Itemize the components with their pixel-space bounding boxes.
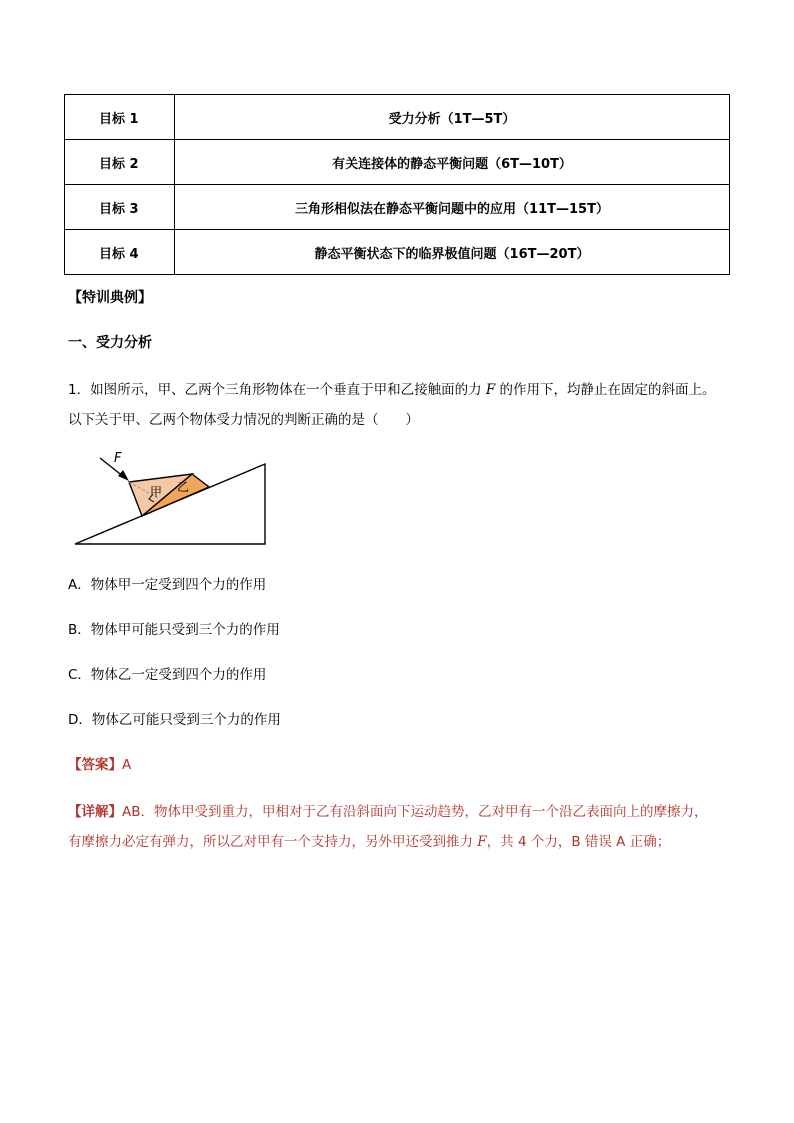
- answer-line: [68, 753, 131, 773]
- goal-content: 受力分析（1T—5T）: [175, 95, 730, 140]
- goal-content: 静态平衡状态下的临界极值问题（16T—20T）: [175, 230, 730, 275]
- answer-tag: 【答案】: [68, 757, 122, 773]
- goal-label: 目标 4: [65, 230, 175, 275]
- goal-label: 目标 1: [65, 95, 175, 140]
- force-variable: F: [485, 382, 496, 398]
- option-b: B．物体甲可能只受到三个力的作用: [68, 622, 280, 638]
- detail-line-1: [68, 800, 708, 820]
- section-title: 【特训典例】: [68, 290, 152, 306]
- question-text: 的作用下，均静止在固定的斜面上。: [495, 382, 716, 398]
- question-line-1: [68, 378, 716, 398]
- block-yi-label: 乙: [177, 480, 190, 494]
- subsection-title: 一、受力分析: [68, 335, 152, 351]
- option-d: D．物体乙可能只受到三个力的作用: [68, 712, 281, 728]
- goal-content: 三角形相似法在静态平衡问题中的应用（11T—15T）: [175, 185, 730, 230]
- detail-text: 有摩擦力必定有弹力，所以乙对甲有一个支持力，另外甲还受到推力: [68, 834, 478, 850]
- block-jia-label: 甲: [150, 485, 163, 499]
- arrow-head-icon: [118, 470, 129, 481]
- goal-row: [65, 230, 730, 275]
- option-a: A．物体甲一定受到四个力的作用: [68, 577, 267, 593]
- detail-text: ，共 4 个力，B 错误 A 正确；: [486, 834, 671, 850]
- goal-row: [65, 140, 730, 185]
- force-label: F: [114, 451, 122, 466]
- detail-line-2: [68, 830, 670, 850]
- answer-value: A: [122, 757, 132, 773]
- detail-text: AB．物体甲受到重力，甲相对于乙有沿斜面向下运动趋势，乙对甲有一个沿乙表面向上的摩擦力，: [122, 804, 708, 820]
- goal-label: 目标 2: [65, 140, 175, 185]
- incline-figure: [60, 445, 280, 555]
- force-variable: F: [477, 834, 487, 850]
- goal-label: 目标 3: [65, 185, 175, 230]
- detail-tag: 【详解】: [68, 804, 122, 820]
- option-c: C．物体乙一定受到四个力的作用: [68, 667, 267, 683]
- goal-row: [65, 185, 730, 230]
- question-text: 1．如图所示，甲、乙两个三角形物体在一个垂直于甲和乙接触面的力: [68, 382, 486, 398]
- question-line-2: 以下关于甲、乙两个物体受力情况的判断正确的是（ ）: [68, 412, 419, 428]
- goal-content: 有关连接体的静态平衡问题（6T—10T）: [175, 140, 730, 185]
- goal-table: [64, 94, 730, 275]
- goal-row: [65, 95, 730, 140]
